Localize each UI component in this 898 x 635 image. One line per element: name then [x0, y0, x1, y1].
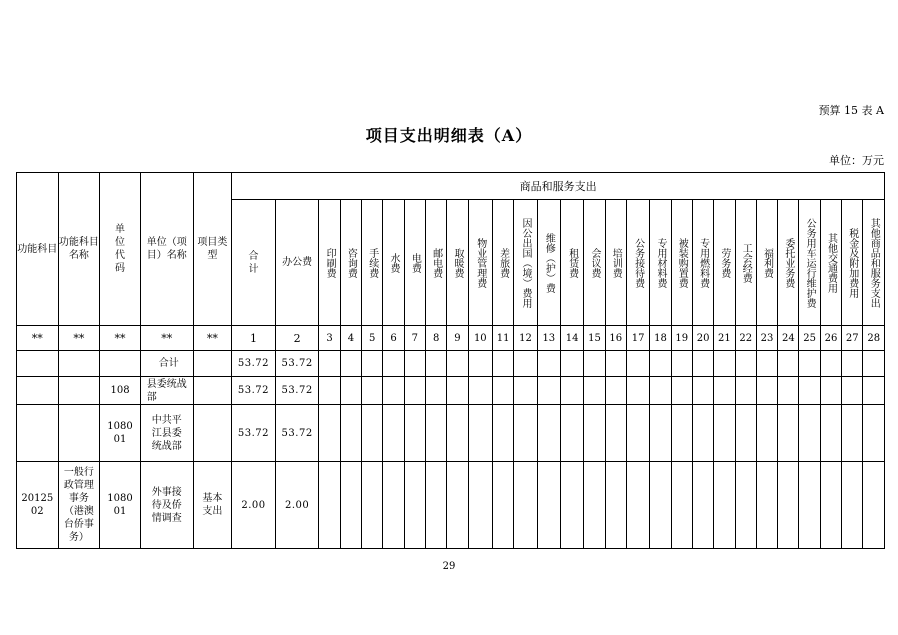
cell-project-type [193, 351, 232, 377]
header-sub: 电费 [404, 200, 425, 326]
cell-total: 53.72 [232, 377, 276, 405]
cell-unit-name: 中共平江县委统战部 [140, 405, 193, 462]
cell-func-code: 2012502 [17, 462, 59, 549]
index-number: 1 [232, 326, 276, 351]
index-number: 22 [735, 326, 756, 351]
cell-func-code [17, 377, 59, 405]
index-number: 14 [560, 326, 583, 351]
header-group: 商品和服务支出 [232, 173, 885, 200]
cell-total: 2.00 [232, 462, 276, 549]
cell-office: 2.00 [275, 462, 319, 549]
cell-unit-name: 县委统战部 [140, 377, 193, 405]
index-mark: ** [140, 326, 193, 351]
cell-func-name [58, 351, 100, 377]
index-number: 17 [626, 326, 649, 351]
index-mark: ** [58, 326, 100, 351]
header-sub: 手续费 [362, 200, 383, 326]
index-number: 28 [863, 326, 885, 351]
header-sub: 工会经费 [735, 200, 756, 326]
index-number: 4 [340, 326, 361, 351]
header-sub: 印刷费 [319, 200, 340, 326]
header-sub: 专用燃料费 [692, 200, 713, 326]
header-sub: 因公出国（境）费用 [514, 200, 537, 326]
cell-project-type: 基本支出 [193, 462, 232, 549]
index-mark: ** [193, 326, 232, 351]
cell-unit-code [100, 351, 141, 377]
index-number: 27 [842, 326, 863, 351]
cell-project-type [193, 377, 232, 405]
cell-unit-name: 合计 [140, 351, 193, 377]
table-row [17, 351, 885, 377]
cell-total: 53.72 [232, 351, 276, 377]
cell-func-code [17, 351, 59, 377]
header-project-type: 项目类型 [193, 173, 232, 326]
header-sub: 其他商品和服务支出 [863, 200, 885, 326]
index-number: 19 [671, 326, 692, 351]
header-sub: 委托业务费 [778, 200, 799, 326]
cell-unit-code: 108001 [100, 405, 141, 462]
header-sub: 专用材料费 [650, 200, 671, 326]
cell-total: 53.72 [232, 405, 276, 462]
header-sub: 差旅费 [492, 200, 513, 326]
index-number: 16 [605, 326, 626, 351]
index-number: 7 [404, 326, 425, 351]
cell-func-name [58, 405, 100, 462]
header-func-name: 功能科目名称 [58, 173, 100, 326]
page-number: 29 [442, 561, 456, 572]
index-number: 25 [799, 326, 820, 351]
index-number: 18 [650, 326, 671, 351]
header-sub: 取暖费 [447, 200, 468, 326]
index-number: 8 [426, 326, 447, 351]
header-sub: 培训费 [605, 200, 626, 326]
header-sub: 劳务费 [714, 200, 735, 326]
header-sub: 会议费 [584, 200, 605, 326]
expenditure-table [16, 172, 885, 549]
table-row [17, 462, 885, 549]
header-sub: 邮电费 [426, 200, 447, 326]
header-unit-code: 单位代码 [100, 173, 141, 326]
cell-func-name: 一般行政管理事务（港澳台侨事务） [58, 462, 100, 549]
index-number: 21 [714, 326, 735, 351]
cell-office: 53.72 [275, 405, 319, 462]
unit-label: 单位：万元 [829, 154, 884, 167]
table-row [17, 405, 885, 462]
header-sub: 物业管理费 [468, 200, 492, 326]
index-number: 2 [275, 326, 319, 351]
header-sub: 租赁费 [560, 200, 583, 326]
index-number: 5 [362, 326, 383, 351]
cell-office: 53.72 [275, 351, 319, 377]
header-sub: 咨询费 [340, 200, 361, 326]
table-row [17, 377, 885, 405]
index-number: 10 [468, 326, 492, 351]
cell-func-name [58, 377, 100, 405]
header-office: 办公费 [275, 200, 319, 326]
form-number: 预算 15 表 A [818, 104, 884, 117]
cell-unit-code: 108001 [100, 462, 141, 549]
header-unit-name: 单位（项目）名称 [140, 173, 193, 326]
index-mark: ** [17, 326, 59, 351]
header-sub: 其他交通费用 [820, 200, 841, 326]
index-number: 15 [584, 326, 605, 351]
index-number: 20 [692, 326, 713, 351]
header-func-code: 功能科目 [17, 173, 59, 326]
header-total: 合计 [232, 200, 276, 326]
index-number: 9 [447, 326, 468, 351]
index-number: 24 [778, 326, 799, 351]
cell-office: 53.72 [275, 377, 319, 405]
index-number: 6 [383, 326, 404, 351]
index-number: 3 [319, 326, 340, 351]
header-sub: 公务用车运行维护费 [799, 200, 820, 326]
cell-unit-code: 108 [100, 377, 141, 405]
index-number: 12 [514, 326, 537, 351]
cell-project-type [193, 405, 232, 462]
index-number: 26 [820, 326, 841, 351]
header-sub: 公务接待费 [626, 200, 649, 326]
index-number: 13 [537, 326, 560, 351]
page-title: 项目支出明细表（A） [365, 126, 533, 145]
header-sub: 税金及附加费用 [842, 200, 863, 326]
index-row [17, 326, 885, 351]
header-sub: 维修（护）费 [537, 200, 560, 326]
cell-func-code [17, 405, 59, 462]
cell-unit-name: 外事接待及侨情调查 [140, 462, 193, 549]
index-mark: ** [100, 326, 141, 351]
header-sub: 水费 [383, 200, 404, 326]
header-sub: 被装购置费 [671, 200, 692, 326]
index-number: 11 [492, 326, 513, 351]
header-sub: 福利费 [756, 200, 777, 326]
index-number: 23 [756, 326, 777, 351]
